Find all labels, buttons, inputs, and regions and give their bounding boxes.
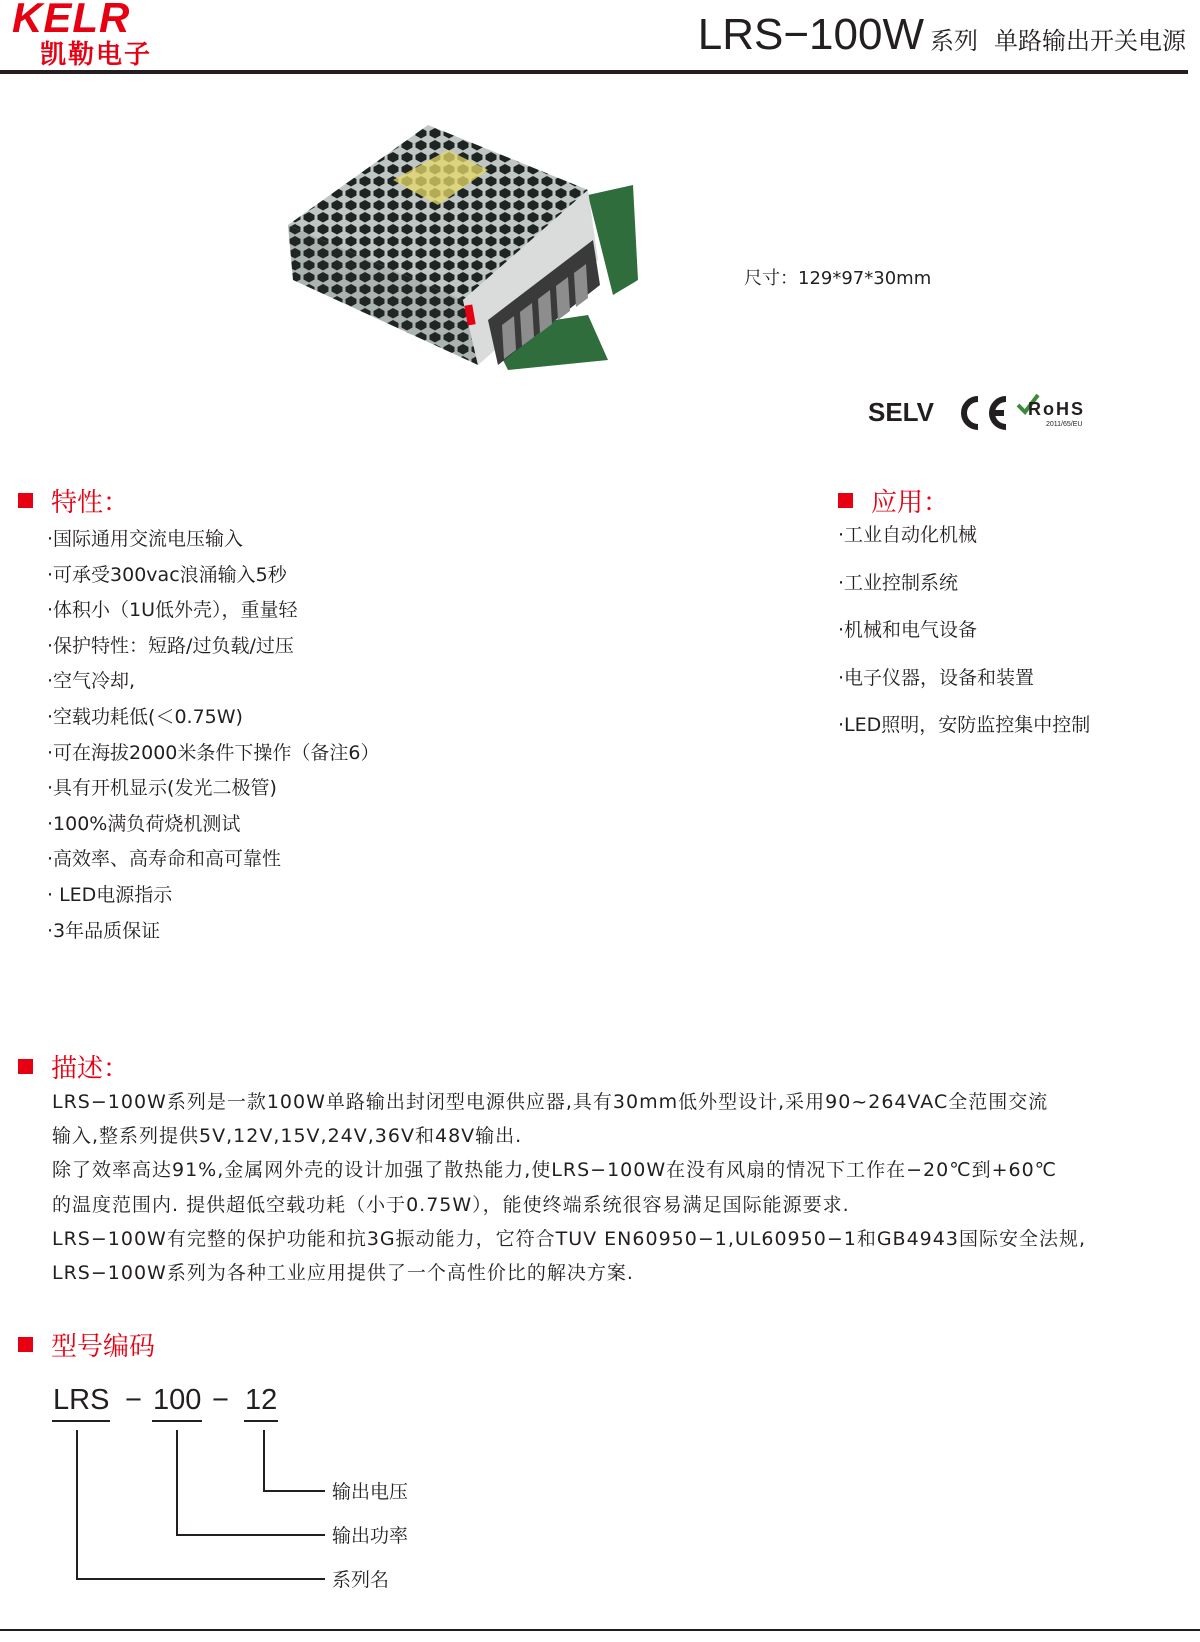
model-code-title: 型号编码 xyxy=(51,1332,156,1362)
model-code-heading xyxy=(18,1326,155,1363)
description-heading xyxy=(18,1048,129,1085)
series-word: 系列 xyxy=(930,27,978,55)
list-item: ·可承受300vac浪涌输入5秒 xyxy=(47,563,287,586)
description-line: LRS−100W有完整的保护功能和抗3G振动能力，它符合TUV EN60950−1,UL60950−1和GB4943国际安全法规, xyxy=(52,1227,1086,1250)
list-item: ·保护特性：短路/过负载/过压 xyxy=(47,634,294,657)
code-dash: − xyxy=(212,1384,229,1416)
label-series-name: 系列名 xyxy=(332,1569,390,1591)
list-item: ·具有开机显示(发光二极管) xyxy=(47,777,277,800)
applications-list xyxy=(838,512,1090,750)
leader-line xyxy=(263,1430,265,1492)
description-line: LRS−100W系列是一款100W单路输出封闭型电源供应器,具有30mm低外型设计,采用90~264VAC全范围交流 xyxy=(52,1091,1049,1113)
label-output-power: 输出功率 xyxy=(332,1525,409,1547)
list-item: ·LED照明，安防监控集中控制 xyxy=(838,714,1091,736)
list-item: ·100%满负荷烧机测试 xyxy=(47,812,241,835)
list-item: ·工业控制系统 xyxy=(838,571,959,594)
list-item: ·3年品质保证 xyxy=(47,919,161,942)
code-voltage: 12 xyxy=(245,1384,278,1416)
underline-series xyxy=(52,1420,110,1422)
list-item: ·空载功耗低(＜0.75W) xyxy=(47,705,243,728)
list-item: ·体积小（1U低外壳），重量轻 xyxy=(47,599,298,622)
list-item: ·机械和电气设备 xyxy=(838,619,978,641)
page-title xyxy=(698,10,1186,60)
header-divider xyxy=(0,70,1188,74)
features-list xyxy=(47,522,379,949)
model-name: LRS−100W xyxy=(697,10,924,59)
label-output-voltage: 输出电压 xyxy=(332,1481,409,1503)
square-bullet-icon xyxy=(838,493,853,508)
product-dimensions: 尺寸：129*97*30mm xyxy=(744,268,932,289)
list-item: ·工业自动化机械 xyxy=(838,524,978,546)
leader-line xyxy=(176,1430,178,1536)
brand-logo xyxy=(12,0,202,70)
applications-title: 应用： xyxy=(871,488,950,518)
brand-name-en: KELR xyxy=(12,0,131,41)
underline-power xyxy=(152,1420,202,1422)
features-title: 特性： xyxy=(51,488,130,518)
code-series: LRS xyxy=(53,1384,110,1416)
list-item: ·国际通用交流电压输入 xyxy=(47,528,244,550)
brand-name-cn: 凯勒电子 xyxy=(40,40,153,70)
leader-line xyxy=(76,1578,325,1580)
leader-line xyxy=(263,1490,325,1492)
description-line: LRS−100W系列为各种工业应用提供了一个高性价比的解决方案. xyxy=(52,1261,634,1284)
product-image xyxy=(288,115,664,385)
rohs-label: RoHS xyxy=(1028,399,1085,419)
list-item: ·电子仪器，设备和装置 xyxy=(838,666,1035,689)
description-title: 描述： xyxy=(51,1054,130,1084)
list-item: ·高效率、高寿命和高可靠性 xyxy=(47,848,282,871)
list-item: ·可在海拔2000米条件下操作（备注6） xyxy=(47,741,380,764)
square-bullet-icon xyxy=(18,1059,33,1074)
features-heading xyxy=(18,482,129,519)
ce-mark-icon xyxy=(954,393,1010,433)
description-line: 除了效率高达91%,金属网外壳的设计加强了散热能力,使LRS−100W在没有风扇的情况下工作在−20℃到+60℃ xyxy=(52,1159,1058,1182)
footer-divider xyxy=(0,1629,1200,1631)
description-line: 输入,整系列提供5V,12V,15V,24V,36V和48V输出. xyxy=(52,1125,523,1148)
leader-line xyxy=(76,1430,78,1580)
code-dash: − xyxy=(125,1384,142,1416)
underline-voltage xyxy=(244,1420,278,1422)
leader-line xyxy=(176,1534,325,1536)
selv-mark: SELV xyxy=(868,397,934,427)
list-item: · LED电源指示 xyxy=(47,883,173,906)
list-item: ·空气冷却, xyxy=(47,670,136,693)
code-power: 100 xyxy=(153,1384,202,1416)
page-subtitle: 单路输出开关电源 xyxy=(994,27,1186,55)
rohs-note: 2011/65/EU xyxy=(1046,421,1083,428)
square-bullet-icon xyxy=(18,493,33,508)
square-bullet-icon xyxy=(18,1337,33,1352)
description-text xyxy=(52,1085,1086,1290)
description-line: 的温度范围内. 提供超低空载功耗（小于0.75W），能使终端系统很容易满足国际能源要求. xyxy=(52,1193,850,1216)
